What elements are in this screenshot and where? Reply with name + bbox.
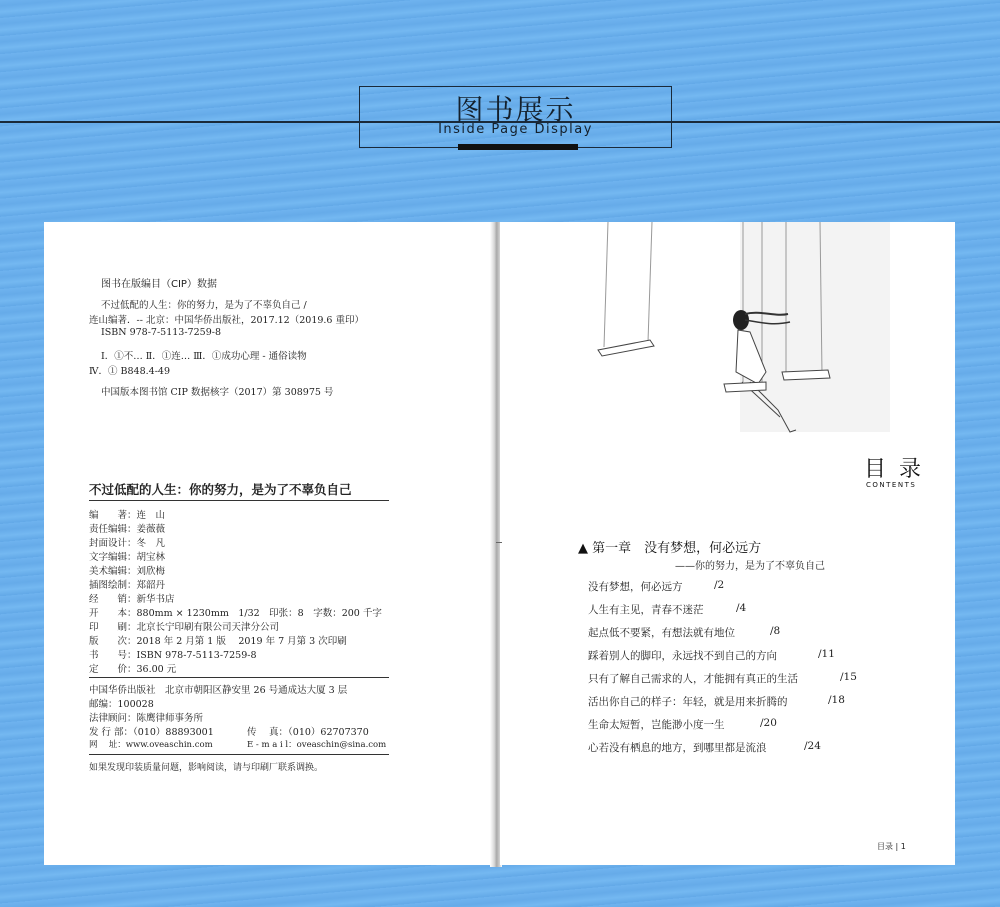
toc-entry bbox=[588, 694, 845, 709]
credit-line: 美术编辑：刘欣梅 bbox=[89, 566, 166, 577]
toc-entry bbox=[588, 625, 781, 640]
toc-entry-page: /18 bbox=[828, 694, 845, 706]
toc-entry-text: 没有梦想，何必远方 bbox=[588, 581, 683, 593]
cip-number: 中国版本图书馆 CIP 数据核字（2017）第 308975 号 bbox=[101, 387, 334, 398]
crop-mark bbox=[496, 542, 502, 543]
contents-title: 目 录 bbox=[864, 457, 924, 482]
footer-page-number: 1 bbox=[900, 842, 906, 851]
toc-entry bbox=[588, 740, 821, 755]
publisher-line: 中国华侨出版社 北京市朝阳区静安里 26 号通成达大厦 3 层 bbox=[89, 685, 348, 696]
toc-entry-page: /24 bbox=[804, 740, 821, 752]
toc-entry-page: /4 bbox=[736, 602, 747, 614]
quality-notice: 如果发现印装质量问题，影响阅读，请与印刷厂联系调换。 bbox=[89, 763, 324, 773]
credit-line: 印 刷：北京长宁印刷有限公司天津分公司 bbox=[89, 622, 280, 633]
toc-entry bbox=[588, 648, 835, 663]
footer-label: 目录 bbox=[877, 842, 893, 851]
credit-line: 封面设计：冬 凡 bbox=[89, 538, 166, 549]
toc-entry-text: 生命太短暂，岂能渺小度一生 bbox=[588, 719, 725, 731]
credit-line: 书 号：ISBN 978-7-5113-7259-8 bbox=[89, 650, 257, 661]
publisher-line: 邮编：100028 bbox=[89, 699, 154, 710]
toc-entry-text: 踩着别人的脚印，永远找不到自己的方向 bbox=[588, 650, 777, 662]
toc-entry-text: 只有了解自己需求的人，才能拥有真正的生活 bbox=[588, 673, 798, 685]
toc-entry-text: 活出你自己的样子：年轻，就是用来折腾的 bbox=[588, 696, 788, 708]
toc-entry-page: /11 bbox=[818, 648, 835, 660]
toc-entry-page: /20 bbox=[760, 717, 777, 729]
contact-phone: 发 行 部：（010）88893001 bbox=[89, 727, 214, 738]
contents-page bbox=[500, 222, 955, 865]
copyright-page bbox=[44, 222, 495, 865]
toc-entry-text: 起点低不要紧，有想法就有地位 bbox=[588, 627, 735, 639]
toc-entry-text: 人生有主见，青春不迷茫 bbox=[588, 604, 704, 616]
toc-entry-page: /8 bbox=[770, 625, 781, 637]
title-underline-bar bbox=[458, 144, 578, 150]
toc-entry bbox=[588, 717, 777, 732]
contents-subtitle: CONTENTS bbox=[866, 481, 917, 489]
credit-line: 版 次：2018 年 2 月第 1 版 2019 年 7 月第 3 次印刷 bbox=[89, 636, 347, 647]
section-subtitle: Inside Page Display bbox=[438, 122, 593, 137]
page-footer: 目录 | 1 bbox=[877, 842, 906, 851]
contact-email: E - m a i l：oveaschin@sina.com bbox=[247, 740, 387, 750]
title-rule bbox=[89, 500, 389, 501]
cip-line: 连山编著．-- 北京：中国华侨出版社，2017.12（2019.6 重印） bbox=[89, 315, 364, 326]
publisher-line: 法律顾问：陈鹰律师事务所 bbox=[89, 713, 204, 724]
credit-line: 文字编辑：胡宝林 bbox=[89, 552, 166, 563]
open-book bbox=[44, 222, 955, 867]
publisher-rule bbox=[89, 754, 389, 755]
toc-entry bbox=[588, 671, 857, 686]
contact-fax: 传 真：（010）62707370 bbox=[247, 727, 369, 738]
toc-entry-page: /15 bbox=[840, 671, 857, 683]
toc-entry-page: /2 bbox=[714, 579, 725, 591]
book-title: 不过低配的人生：你的努力，是为了不辜负自己 bbox=[89, 482, 352, 497]
class-line: Ⅳ．① B848.4-49 bbox=[89, 366, 170, 377]
chapter-heading: ▲ 第一章 没有梦想，何必远方 bbox=[578, 541, 762, 556]
credits-rule bbox=[89, 677, 389, 678]
cip-line: ISBN 978-7-5113-7259-8 bbox=[101, 327, 221, 338]
swing-girl-illustration bbox=[590, 222, 890, 442]
credit-line: 定 价：36.00 元 bbox=[89, 664, 177, 675]
cip-heading: 图书在版编目（CIP）数据 bbox=[101, 279, 217, 290]
credit-line: 插图绘制：郑韶丹 bbox=[89, 580, 166, 591]
toc-entry-text: 心若没有栖息的地方，到哪里都是流浪 bbox=[588, 742, 767, 754]
section-title: 图书展示 bbox=[455, 93, 576, 126]
chapter-subheading: ——你的努力，是为了不辜负自己 bbox=[675, 561, 825, 572]
credit-line: 经 销：新华书店 bbox=[89, 594, 175, 605]
credit-line: 编 著：连 山 bbox=[89, 510, 166, 521]
class-line: Ⅰ．①不… Ⅱ．①连… Ⅲ．①成功心理 - 通俗读物 bbox=[101, 351, 307, 362]
toc-entry bbox=[588, 579, 725, 594]
contact-web: 网 址：www.oveaschin.com bbox=[89, 740, 213, 750]
credit-line: 责任编辑：姜薇薇 bbox=[89, 524, 166, 535]
toc-entry bbox=[588, 602, 747, 617]
credit-line: 开 本：880mm × 1230mm 1/32 印张：8 字数：200 千字 bbox=[89, 608, 382, 619]
cip-line: 不过低配的人生：你的努力，是为了不辜负自己 / bbox=[101, 300, 307, 311]
